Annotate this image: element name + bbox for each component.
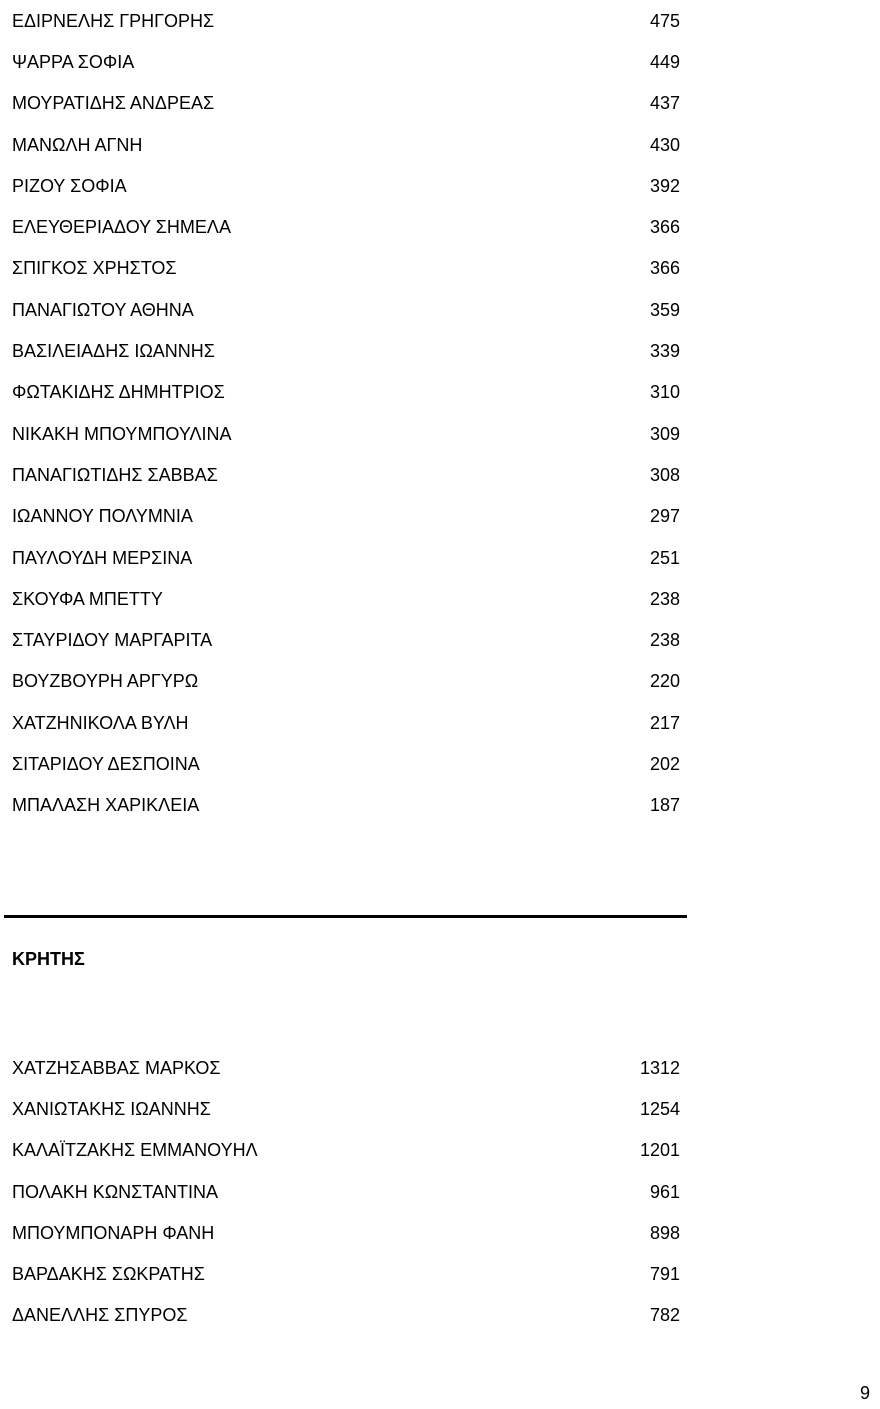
candidate-name: ΚΑΛΑΪΤΖΑΚΗΣ ΕΜΜΑΝΟΥΗΛ: [12, 1140, 258, 1161]
candidate-row: [12, 454, 680, 495]
candidate-votes: 339: [649, 341, 680, 362]
candidate-name: ΔΑΝΕΛΛΗΣ ΣΠΥΡΟΣ: [12, 1305, 188, 1326]
candidate-row: [12, 1212, 680, 1253]
page-number: 9: [859, 1383, 870, 1403]
candidate-name: ΕΛΕΥΘΕΡΙΑΔΟΥ ΣΗΜΕΛΑ: [12, 217, 231, 238]
candidate-row: [12, 413, 680, 454]
candidate-name: ΠΑΝΑΓΙΩΤΟΥ ΑΘΗΝΑ: [12, 299, 194, 320]
candidate-name: ΡΙΖΟΥ ΣΟΦΙΑ: [12, 175, 127, 196]
candidate-name: ΒΟΥΖΒΟΥΡΗ ΑΡΓΥΡΩ: [12, 671, 199, 692]
candidate-row: [12, 1047, 680, 1088]
candidate-votes: 475: [649, 10, 680, 31]
candidate-votes: 782: [649, 1305, 680, 1326]
candidate-row: [12, 496, 680, 537]
candidate-votes: 437: [649, 93, 680, 114]
candidate-votes: 309: [649, 423, 680, 444]
candidate-votes: 220: [649, 671, 680, 692]
candidate-name: ΠΑΝΑΓΙΩΤΙΔΗΣ ΣΑΒΒΑΣ: [12, 464, 218, 485]
candidate-row: [12, 578, 680, 619]
candidate-votes: 310: [649, 382, 680, 403]
candidate-name: ΣΚΟΥΦΑ ΜΠΕΤΤΥ: [12, 588, 163, 609]
candidate-row: [12, 289, 680, 330]
candidate-votes: 202: [649, 753, 680, 774]
candidate-row: [12, 124, 680, 165]
candidate-votes: 1254: [639, 1098, 680, 1119]
candidate-row: [12, 165, 680, 206]
candidate-name: ΜΠΟΥΜΠΟΝΑΡΗ ΦΑΝΗ: [12, 1222, 215, 1243]
section-title: ΚΡΗΤΗΣ: [12, 949, 85, 969]
candidate-votes: 359: [649, 299, 680, 320]
candidate-row: [12, 1253, 680, 1294]
candidate-name: ΧΑΤΖΗΣΑΒΒΑΣ ΜΑΡΚΟΣ: [12, 1057, 221, 1078]
candidate-row: [12, 1171, 680, 1212]
candidate-row: [12, 702, 680, 743]
candidate-row: [12, 248, 680, 289]
candidate-votes: 251: [649, 547, 680, 568]
candidate-list-top: [12, 0, 680, 826]
candidate-row: [12, 1088, 680, 1129]
candidate-name: ΠΑΥΛΟΥΔΗ ΜΕΡΣΙΝΑ: [12, 547, 193, 568]
candidate-name: ΕΔΙΡΝΕΛΗΣ ΓΡΗΓΟΡΗΣ: [12, 10, 215, 31]
candidate-row: [12, 83, 680, 124]
candidate-votes: 238: [649, 630, 680, 651]
candidate-votes: 217: [649, 712, 680, 733]
candidate-votes: 1201: [639, 1140, 680, 1161]
candidate-name: ΣΠΙΓΚΟΣ ΧΡΗΣΤΟΣ: [12, 258, 177, 279]
candidate-name: ΧΑΤΖΗΝΙΚΟΛΑ ΒΥΛΗ: [12, 712, 189, 733]
candidate-votes: 366: [649, 217, 680, 238]
candidate-votes: 308: [649, 464, 680, 485]
candidate-row: [12, 537, 680, 578]
candidate-votes: 449: [649, 51, 680, 72]
candidate-name: ΣΙΤΑΡΙΔΟΥ ΔΕΣΠΟΙΝΑ: [12, 753, 200, 774]
candidate-row: [12, 1130, 680, 1171]
candidate-name: ΙΩΑΝΝΟΥ ΠΟΛΥΜΝΙΑ: [12, 506, 193, 527]
candidate-votes: 187: [649, 795, 680, 816]
candidate-name: ΝΙΚΑΚΗ ΜΠΟΥΜΠΟΥΛΙΝΑ: [12, 423, 232, 444]
candidate-row: [12, 619, 680, 660]
candidate-name: ΣΤΑΥΡΙΔΟΥ ΜΑΡΓΑΡΙΤΑ: [12, 630, 213, 651]
candidate-row: [12, 1295, 680, 1336]
candidate-name: ΒΑΡΔΑΚΗΣ ΣΩΚΡΑΤΗΣ: [12, 1264, 205, 1285]
candidate-name: ΧΑΝΙΩΤΑΚΗΣ ΙΩΑΝΝΗΣ: [12, 1098, 211, 1119]
candidate-name: ΒΑΣΙΛΕΙΑΔΗΣ ΙΩΑΝΝΗΣ: [12, 341, 215, 362]
candidate-row: [12, 206, 680, 247]
candidate-row: [12, 743, 680, 784]
candidate-name: ΜΑΝΩΛΗ ΑΓΝΗ: [12, 134, 143, 155]
candidate-list-bottom: [12, 1047, 680, 1336]
candidate-votes: 898: [649, 1222, 680, 1243]
candidate-votes: 297: [649, 506, 680, 527]
candidate-name: ΜΟΥΡΑΤΙΔΗΣ ΑΝΔΡΕΑΣ: [12, 93, 215, 114]
candidate-votes: 961: [649, 1181, 680, 1202]
candidate-name: ΨΑΡΡΑ ΣΟΦΙΑ: [12, 51, 135, 72]
candidate-row: [12, 661, 680, 702]
candidate-votes: 238: [649, 588, 680, 609]
section-divider: [4, 915, 687, 918]
candidate-row: [12, 41, 680, 82]
candidate-name: ΦΩΤΑΚΙΔΗΣ ΔΗΜΗΤΡΙΟΣ: [12, 382, 225, 403]
candidate-row: [12, 785, 680, 826]
candidate-name: ΜΠΑΛΑΣΗ ΧΑΡΙΚΛΕΙΑ: [12, 795, 200, 816]
candidate-row: [12, 0, 680, 41]
candidate-votes: 1312: [639, 1057, 680, 1078]
candidate-row: [12, 330, 680, 371]
candidate-name: ΠΟΛΑΚΗ ΚΩΝΣΤΑΝΤΙΝΑ: [12, 1181, 218, 1202]
candidate-votes: 392: [649, 175, 680, 196]
candidate-votes: 791: [649, 1264, 680, 1285]
candidate-votes: 430: [649, 134, 680, 155]
candidate-row: [12, 372, 680, 413]
candidate-votes: 366: [649, 258, 680, 279]
